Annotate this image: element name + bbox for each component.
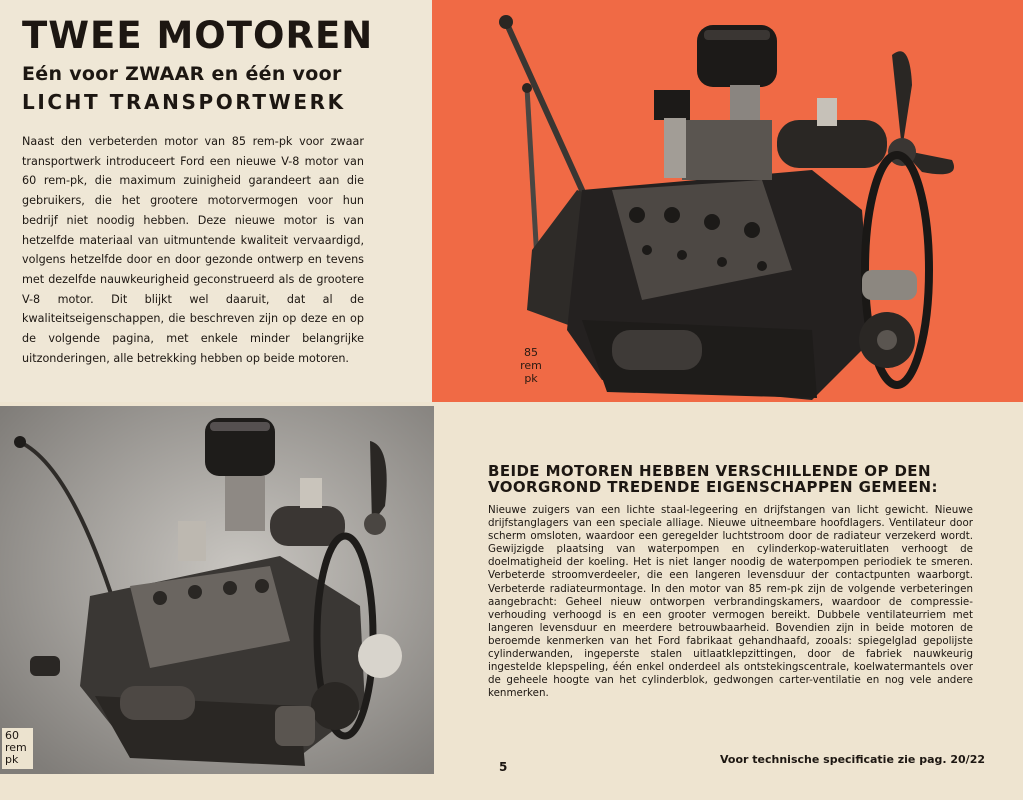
- engine-60-illustration: [0, 406, 434, 774]
- intro-panel: [0, 0, 432, 402]
- engine-60-label: [2, 728, 33, 769]
- engine-85-illustration: [432, 0, 1023, 402]
- features-heading: BEIDE MOTOREN HEBBEN VERSCHILLENDE OP DEN VOORGROND TREDENDE EIGENSCHAPPEN GEMEEN:: [488, 462, 938, 496]
- page-number: 5: [499, 760, 508, 774]
- intro-paragraph: Naast den verbeterden motor van 85 rem-pk voor zwaar transportwerk introduceert Ford een nieuwe V-8 motor van 60 rem-pk, die maximum zuinigheid garandeert aan die gebruikers, die het grootere motorvermogen voor hun bedrijf niet noodig hebben. Deze nieuwe motor is van hetzelfde materiaal van uitmuntende kwaliteit vervaardigd, volgens hetzelfde door en door gezonde ontwerp en tevens met dezelfde nauwkeurigheid geconstrueerd als de grootere V-8 motor. Dit blijkt wel daaruit, dat al de kwaliteitseigenschappen, die beschreven zijn op deze en op de volgende pagina, met enkele minder belangrijke uitzonderingen, alle betrekking hebben op beide motoren.: [22, 135, 364, 365]
- engine-60-label-unit2: pk: [5, 753, 19, 766]
- subtitle-line-2: LICHT TRANSPORTWERK: [22, 90, 346, 114]
- engine-85-label-unit1: rem: [520, 359, 542, 372]
- subtitle-line-1: Eén voor ZWAAR en één voor: [22, 63, 342, 85]
- page-title: TWEE MOTOREN: [22, 14, 374, 57]
- engine-60-label-unit1: rem: [5, 741, 27, 754]
- engine-85-label: [516, 346, 546, 385]
- engine-85-label-number: 85: [524, 346, 538, 359]
- technical-spec-reference: Voor technische specificatie zie pag. 20/22: [720, 753, 986, 766]
- engine-60-photo-panel: [0, 406, 434, 774]
- features-paragraph: Nieuwe zuigers van een lichte staal-legeering en drijfstangen van licht gewicht. Nieuwe drijfstanglagers van een speciale alliage. Nieuwe uitneembare hoofdlagers. Ventilateur door scherm omsloten, waardoor een geregelder luchtstroom door de radiateur verzekerd wordt. Gewijzigde plaatsing van waterpompen en cylinderkop-wateruitlaten verhoogt de doelmatigheid der koeling. Het is niet langer noodig de waterpompen periodiek te smeren. Verbeterde stroomverdeeler, die een langeren levensduur der contactpunten waarborgt. Verbeterde radiateurmontage. In den motor van 85 rem-pk zijn de volgende verbeteringen aangebracht: Geheel nieuw ontworpen verbrandingskamers, waardoor de compressie-verhouding verhoogd is en een grooter vermogen bereikt. Dubbele ventilateurriem met langeren levensduur en meerdere betrouwbaarheid. Bovendien zijn in beide motoren de beroemde kenmerken van het Ford fabrikaat gehandhaafd, zooals: spiegelglad gepolijste cylinderwanden, ingeperste stalen uitlaatklepzittingen, door de fabriek nauwkeurig ingestelde klepspeling, één enkel onderdeel als ontstekingscentrale, koelwatermantels over de geheele hoogte van het cylinderblok, gedwongen carter-ventilatie en nog vele andere kenmerken.: [488, 504, 973, 700]
- engine-85-photo-panel: [432, 0, 1023, 402]
- engine-85-label-unit2: pk: [524, 372, 538, 385]
- engine-60-label-number: 60: [5, 729, 19, 742]
